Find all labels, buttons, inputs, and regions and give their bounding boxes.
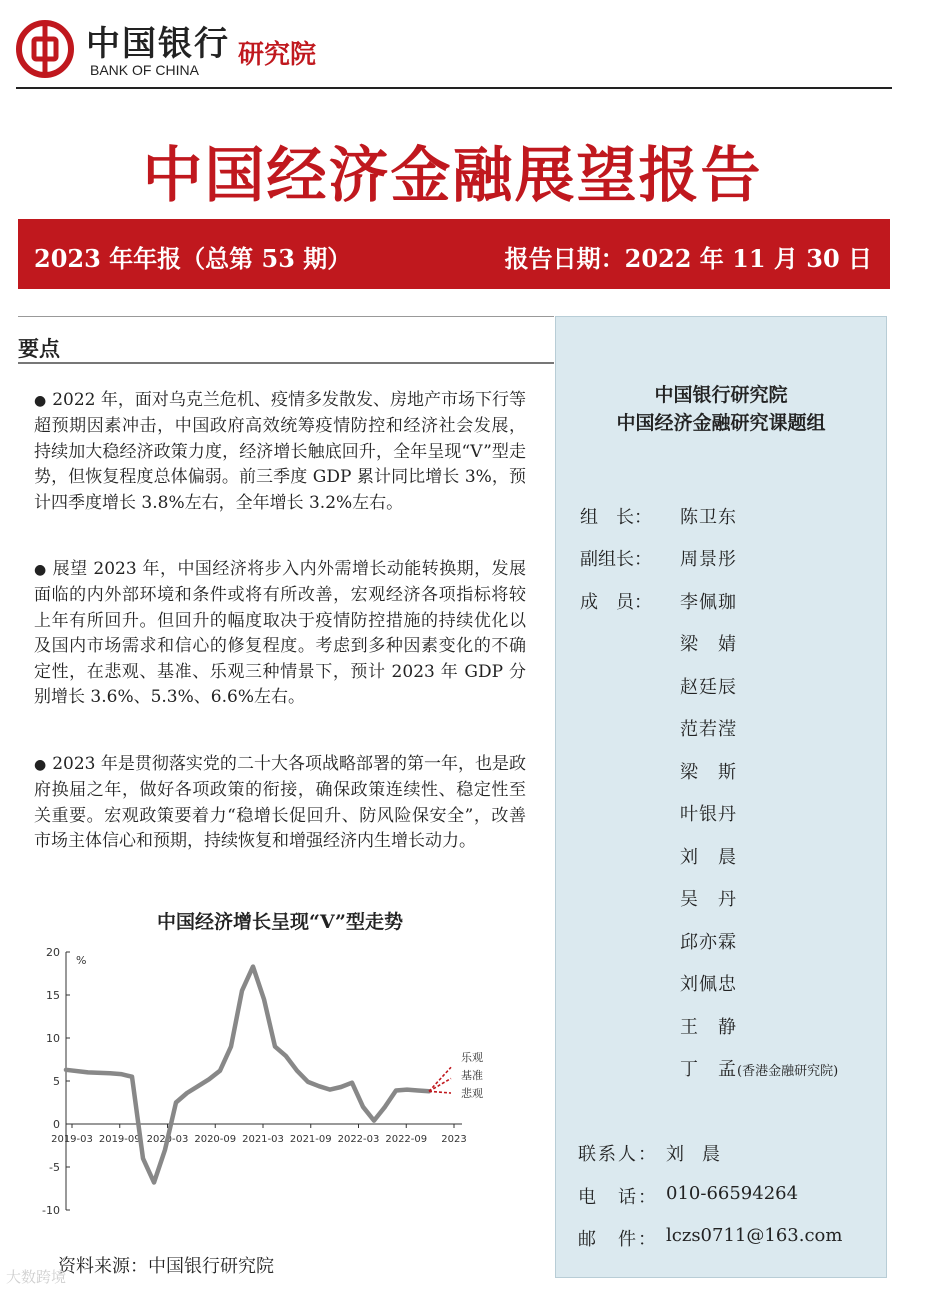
- team-member-name: 梁 斯: [680, 762, 737, 783]
- team-member-name: 王 静: [680, 1017, 737, 1038]
- team-member-name: 叶银丹: [680, 804, 737, 825]
- summary-bullet-text: 2023 年是贯彻落实党的二十大各项战略部署的第一年，也是政府换届之年，做好各项政策的衔接，确保政策连续性、稳定性至关重要。宏观政策要着力“稳增长促回升、防风险保安全”，改善市场主体信心和预期，持续恢复和增强经济内生增长动力。: [34, 754, 527, 852]
- summary-bullet: [34, 752, 526, 855]
- x-tick-label: 2022-03: [337, 1134, 380, 1145]
- report-date: 报告日期：2022 年 11 月 30 日: [504, 244, 872, 273]
- summary-bullet: [34, 388, 526, 516]
- scenario-line: [429, 1067, 451, 1091]
- email-address[interactable]: lczs0711@163.com: [666, 1225, 843, 1246]
- x-tick-label: 2023: [441, 1134, 467, 1145]
- y-tick-label: 15: [46, 989, 60, 1002]
- summary-bullet-text: 展望 2023 年，中国经济将步入内外需增长动能转换期，发展面临的内外部环境和条件或将有所改善，宏观经济各项指标将较上年有所回升。但回升的幅度取决于疫情防控措施的持续优化以及国内市场需求和信心的修复程度。考虑到多种因素变化的不确定性，在悲观、基准、乐观三种情景下，预计 2023 年 GDP 分别增长 3.6%、5.3%、6.6%左右。: [34, 559, 526, 708]
- y-tick-label: 10: [46, 1032, 60, 1045]
- gdp-series-line: [66, 967, 429, 1183]
- chart-source: 资料来源：中国银行研究院: [58, 1256, 274, 1277]
- role-label-leader: 组 长：: [580, 507, 652, 528]
- team-member-name: 范若滢: [680, 719, 737, 740]
- report-title: 中国经济金融展望报告: [142, 141, 763, 211]
- contact-person-name: 刘 晨: [666, 1144, 720, 1165]
- team-member-name: 邱亦霖: [680, 932, 737, 953]
- summary-bullet: [34, 557, 526, 710]
- summary-bullet-text: 2022 年，面对乌克兰危机、疫情多发散发、房地产市场下行等超预期因素冲击，中国政府高效统筹疫情防控和经济社会发展，持续加大稳经济政策力度，经济增长触底回升，全年呈现“V”型走势，但恢复程度总体偏弱。前三季度 GDP 累计同比增长 3%，预计四季度增长 3.8%左右，全年增长 3.2%左右。: [34, 390, 527, 513]
- team-member-name: 刘 晨: [680, 847, 737, 868]
- phone-label: 电 话：: [578, 1187, 658, 1208]
- watermark-text: 大数跨境: [6, 1269, 67, 1286]
- bullet-dot-icon: ●: [34, 393, 47, 409]
- deputy-leader-name: 周景彤: [680, 549, 737, 570]
- y-axis-unit-label: %: [76, 954, 87, 967]
- scenario-label: 悲观: [461, 1087, 483, 1101]
- issue-number: 2023 年年报（总第 53 期）: [34, 244, 352, 273]
- team-member-name: 梁 婧: [680, 634, 737, 655]
- role-label-members: 成 员：: [580, 592, 652, 613]
- x-tick-label: 2019-03: [51, 1134, 93, 1145]
- y-tick-label: 5: [53, 1075, 60, 1088]
- team-organization: 中国银行研究院: [654, 384, 788, 406]
- member-affiliation: (香港金融研究院): [737, 1064, 839, 1079]
- x-tick-label: 2022-09: [385, 1134, 428, 1145]
- gdp-growth-chart: [30, 940, 500, 1230]
- team-group-name: 中国经济金融研究课题组: [616, 412, 826, 434]
- research-team-panel: [555, 316, 887, 1278]
- team-member-name: 李佩珈: [680, 592, 737, 613]
- x-tick-label: 2020-09: [194, 1134, 237, 1145]
- x-tick-label: 2021-03: [242, 1134, 284, 1145]
- scenario-label: 基准: [461, 1069, 483, 1083]
- y-tick-label: 0: [53, 1118, 60, 1131]
- team-member-name: 丁 孟: [680, 1059, 737, 1080]
- summary-heading: 要点: [18, 336, 60, 361]
- y-tick-label: 20: [46, 946, 60, 959]
- x-tick-label: 2019-09: [98, 1134, 141, 1145]
- role-label-deputy: 副组长：: [580, 549, 652, 570]
- team-member-name: 刘佩忠: [680, 974, 737, 995]
- header-divider: [16, 87, 892, 89]
- institute-name: 研究院: [238, 40, 317, 70]
- x-tick-label: 2021-09: [289, 1134, 332, 1145]
- bullet-dot-icon: ●: [34, 562, 47, 578]
- bullet-dot-icon: ●: [34, 757, 47, 773]
- scenario-line: [429, 1091, 451, 1093]
- team-member-last: [680, 1055, 838, 1081]
- scenario-label: 乐观: [461, 1051, 483, 1065]
- email-label: 邮 件：: [578, 1229, 658, 1250]
- logo-english-name: BANK OF CHINA: [90, 62, 199, 78]
- y-tick-label: -10: [42, 1204, 60, 1217]
- summary-bottom-rule: [18, 362, 554, 364]
- team-member-name: 赵廷辰: [680, 677, 737, 698]
- y-tick-label: -5: [49, 1161, 60, 1174]
- phone-number: 010-66594264: [666, 1183, 799, 1204]
- contact-person-label: 联系人：: [578, 1144, 658, 1165]
- team-leader-name: 陈卫东: [680, 507, 737, 528]
- bank-logo-icon: [16, 20, 74, 78]
- x-tick-label: 2020-03: [146, 1134, 189, 1145]
- team-member-name: 吴 丹: [680, 889, 737, 910]
- chart-title: 中国经济增长呈现“V”型走势: [157, 911, 403, 933]
- summary-top-rule: [18, 316, 554, 317]
- logo-chinese-name: 中国银行: [86, 24, 230, 64]
